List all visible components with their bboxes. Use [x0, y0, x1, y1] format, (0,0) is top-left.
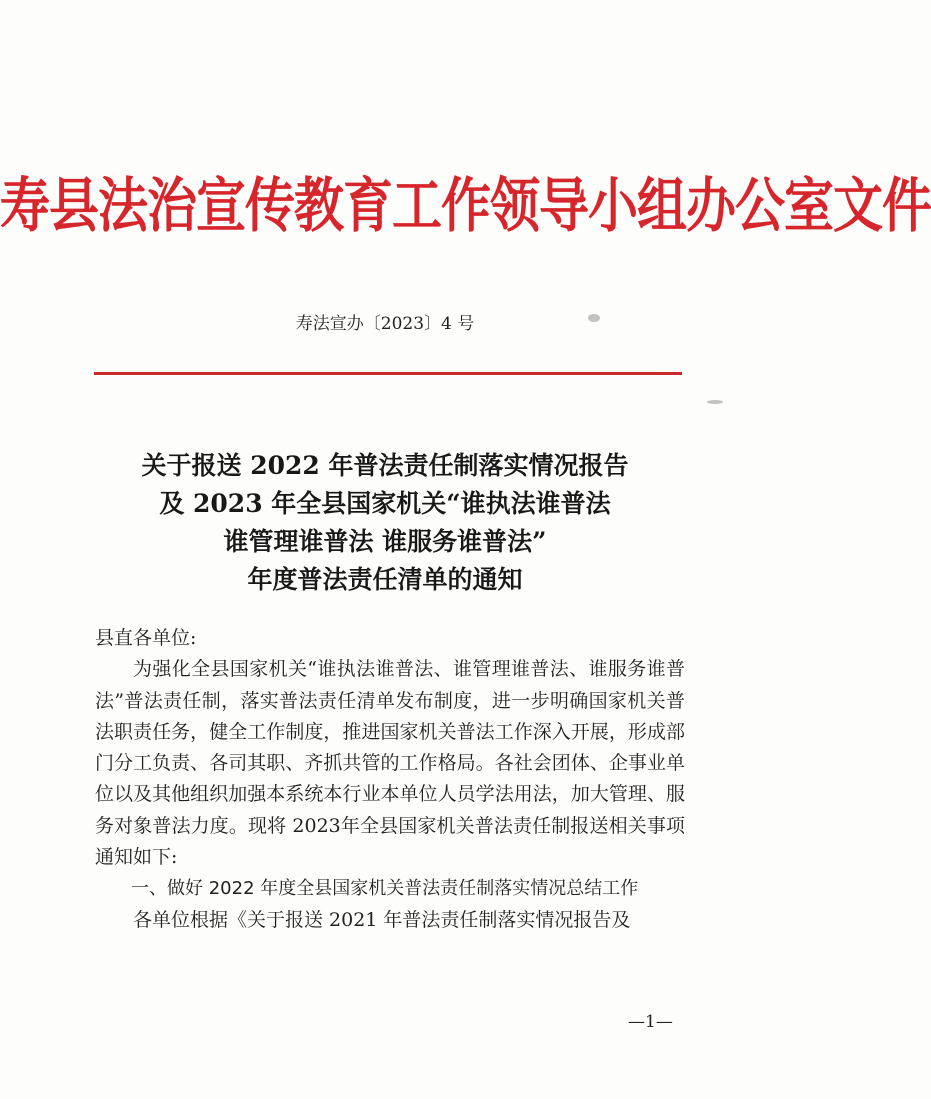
body-paragraph: 各单位根据《关于报送 2021 年普法责任制落实情况报告及 [133, 908, 631, 931]
document-title [60, 447, 710, 599]
page-number: —1— [628, 1012, 673, 1032]
section-heading: 一、做好 2022 年度全县国家机关普法责任制落实情况总结工作 [131, 878, 639, 900]
document-number: 寿法宣办〔2023〕4 号 [295, 314, 475, 334]
document-body [95, 623, 685, 936]
title-line: 关于报送 2022 年普法责任制落实情况报告 [141, 451, 629, 480]
title-line: 及 2023 年全县国家机关“谁执法谁普法 [159, 489, 611, 518]
title-line: 谁管理谁普法 谁服务谁普法” [223, 527, 547, 556]
body-paragraph: 为强化全县国家机关“谁执法谁普法、谁管理谁普法、谁服务谁普法”普法责任制，落实普法责任清单发布制度，进一步明确国家机关普法职责任务，健全工作制度，推进国家机关普法工作深入开展，形成部门分工负责、各司其职、齐抓共管的工作格局。各社会团体、企事业单位以及其他组织加强本系统本行业本单位人员学法用法，加大管理、服务对象普法力度。现将 2023年全县国家机关普法责任制报送相关事项通知如下: [95, 658, 685, 869]
title-line: 年度普法责任清单的通知 [247, 565, 523, 594]
issuer-header-title: 寿县法治宣传教育工作领导小组办公室文件 [0, 170, 931, 240]
scan-speck [588, 314, 600, 322]
scan-speck [707, 400, 723, 404]
salutation: 县直各单位: [95, 627, 197, 649]
red-divider-rule [94, 372, 682, 375]
